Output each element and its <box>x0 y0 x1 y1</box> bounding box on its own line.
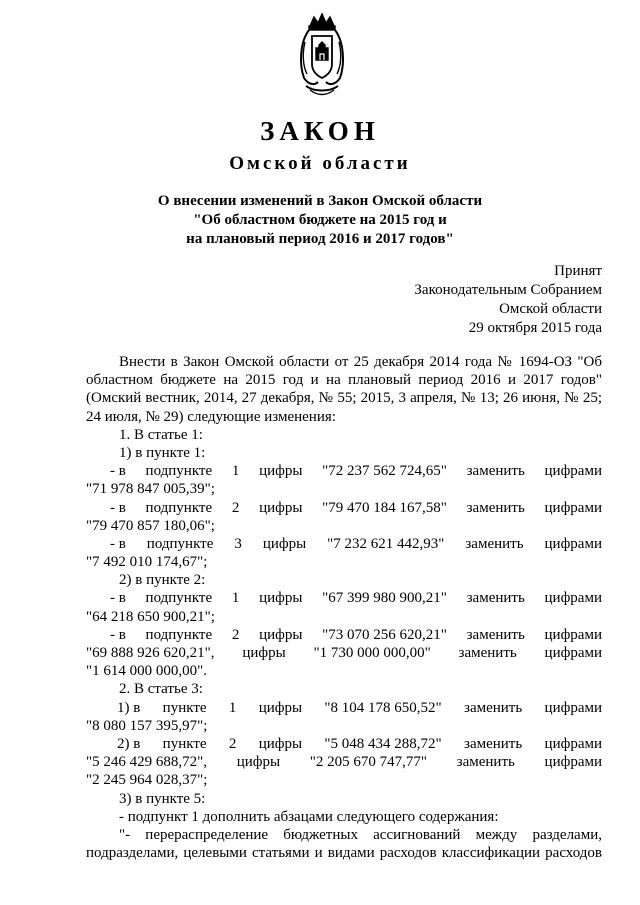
amendment-line <box>86 499 602 517</box>
amendment-word: 2 <box>231 626 240 643</box>
amendment-word: цифрами <box>544 535 602 552</box>
intro-line: областном бюджете на 2015 год и на плановый период 2016 и 2017 годов" <box>86 372 602 389</box>
amendment-word: 3 <box>234 535 242 552</box>
point-heading: 1) в пункте 1: <box>119 444 206 461</box>
amendment-word: заменить <box>456 754 515 771</box>
document-body <box>86 353 602 862</box>
amendment-new-value: "7 492 010 174,67"; <box>86 554 208 571</box>
amendment-word: цифрами <box>544 463 602 480</box>
point-heading: 2) в пункте 2: <box>119 572 206 589</box>
coat-of-arms-emblem <box>296 12 348 98</box>
amendment-word: 2 <box>228 736 237 753</box>
adopted-by: Законодательным Собранием <box>414 282 602 298</box>
adoption-date: 29 октября 2015 года <box>468 320 602 336</box>
amendment-word: 1 <box>231 463 240 480</box>
amendment-word: заменить <box>466 463 525 480</box>
intro-line: (Омский вестник, 2014, 27 декабря, № 55; 2015, 3 апреля, № 13; 26 июня, № 25; <box>86 390 602 407</box>
amendment-word: - в <box>110 535 126 552</box>
adopted-label: Принят <box>554 263 602 279</box>
amendment-word: 2) в <box>117 736 141 753</box>
amendment-word: цифры <box>258 736 303 753</box>
amendment-word: подпункте <box>145 463 213 480</box>
amendment-word: заменить <box>465 535 524 552</box>
amendment-new-value: "1 614 000 000,00". <box>86 663 207 680</box>
amendment-word: заменить <box>464 699 523 716</box>
amendment-word: 1 <box>231 590 240 607</box>
adopted-region: Омской области <box>499 301 602 317</box>
amendment-old-value: "67 399 980 900,21" <box>322 590 447 607</box>
amendment-word: 2 <box>231 499 240 516</box>
adoption-block <box>414 262 602 338</box>
amendment-word: заменить <box>466 499 525 516</box>
amendment-word: цифры <box>262 535 307 552</box>
amendment-word: цифры <box>259 463 303 480</box>
amendment-word: заменить <box>466 626 525 643</box>
amendment-old-value: "2 205 670 747,77" <box>309 754 427 771</box>
subject-line: "Об областном бюджете на 2015 год и <box>193 212 447 228</box>
amendment-old-value: "1 730 000 000,00" <box>313 645 431 662</box>
amendment-word: цифры <box>259 626 303 643</box>
amendment-word: цифры <box>259 590 303 607</box>
amendment-new-value: "2 245 964 028,37"; <box>86 772 208 789</box>
subject-line: О внесении изменений в Закон Омской области <box>157 193 483 209</box>
amendment-word: - в <box>110 626 126 643</box>
amendment-line <box>86 589 602 607</box>
amendment-word: цифрами <box>544 754 602 771</box>
amendment-new-value: "5 246 429 688,72", <box>86 754 207 771</box>
amendment-word: пункте <box>162 736 207 753</box>
amendment-line <box>86 462 602 480</box>
subpoint-item: - подпункт 1 дополнить абзацами следующего содержания: <box>119 808 499 825</box>
amendment-word: цифрами <box>544 499 602 516</box>
amendment-line <box>86 699 602 717</box>
amendment-word: цифры <box>258 699 303 716</box>
amendment-line <box>86 735 602 753</box>
amendment-word: подпункте <box>145 626 213 643</box>
amendment-new-value: "64 218 650 900,21"; <box>86 608 215 625</box>
amendment-old-value: "5 048 434 288,72" <box>324 736 442 753</box>
amendment-word: цифры <box>236 754 281 771</box>
amendment-word: заменить <box>466 590 525 607</box>
amendment-new-value: "79 470 857 180,06"; <box>86 517 215 534</box>
amendment-old-value: "73 070 256 620,21" <box>322 626 447 643</box>
amendment-word: цифрами <box>544 645 602 662</box>
amendment-line <box>86 626 602 644</box>
document-subtitle: Омской области <box>229 153 411 174</box>
intro-line: Внести в Закон Омской области от 25 декабря 2014 года № 1694-ОЗ "Об <box>119 354 602 370</box>
amendment-word: цифры <box>242 645 286 662</box>
amendment-old-value: "7 232 621 442,93" <box>327 535 445 552</box>
point-heading: 3) в пункте 5: <box>119 790 206 807</box>
amendment-old-value: "79 470 184 167,58" <box>322 499 447 516</box>
amendment-line <box>86 535 602 553</box>
document-title: ЗАКОН <box>260 116 380 146</box>
article-heading: 1. В статье 1: <box>119 426 203 443</box>
amendment-word: пункте <box>162 699 207 716</box>
amendment-word: - в <box>110 499 126 516</box>
amendment-old-value: "72 237 562 724,65" <box>322 463 447 480</box>
amendment-word: цифрами <box>544 626 602 643</box>
amendment-word: подпункте <box>146 535 214 552</box>
amendment-word: 1 <box>228 699 237 716</box>
amendment-word: подпункте <box>145 499 213 516</box>
amendment-line <box>86 753 602 771</box>
amendment-word: - в <box>110 590 126 607</box>
amendment-new-value: "8 080 157 395,97"; <box>86 717 208 734</box>
subject-line: на плановый период 2016 и 2017 годов" <box>186 231 454 247</box>
amendment-word: - в <box>110 463 126 480</box>
amendment-word: цифры <box>259 499 303 516</box>
amendment-word: заменить <box>464 736 523 753</box>
amendment-word: заменить <box>458 645 517 662</box>
amendment-word: цифрами <box>544 699 602 716</box>
amendment-word: цифрами <box>544 590 602 607</box>
amendment-word: цифрами <box>544 736 602 753</box>
amendment-word: 1) в <box>117 699 141 716</box>
quote-line: подразделами, целевыми статьями и видами расходов классификации расходов <box>86 845 602 862</box>
amendment-old-value: "8 104 178 650,52" <box>324 699 442 716</box>
law-subject <box>0 192 640 249</box>
amendment-new-value: "69 888 926 620,21", <box>86 645 215 662</box>
intro-line: 24 июля, № 29) следующие изменения: <box>86 408 336 425</box>
amendment-new-value: "71 978 847 005,39"; <box>86 481 215 498</box>
amendment-word: подпункте <box>145 590 213 607</box>
article-heading: 2. В статье 3: <box>119 681 203 698</box>
quote-line: "- перераспределение бюджетных ассигнований между разделами, <box>119 827 602 844</box>
amendment-line <box>86 644 602 662</box>
